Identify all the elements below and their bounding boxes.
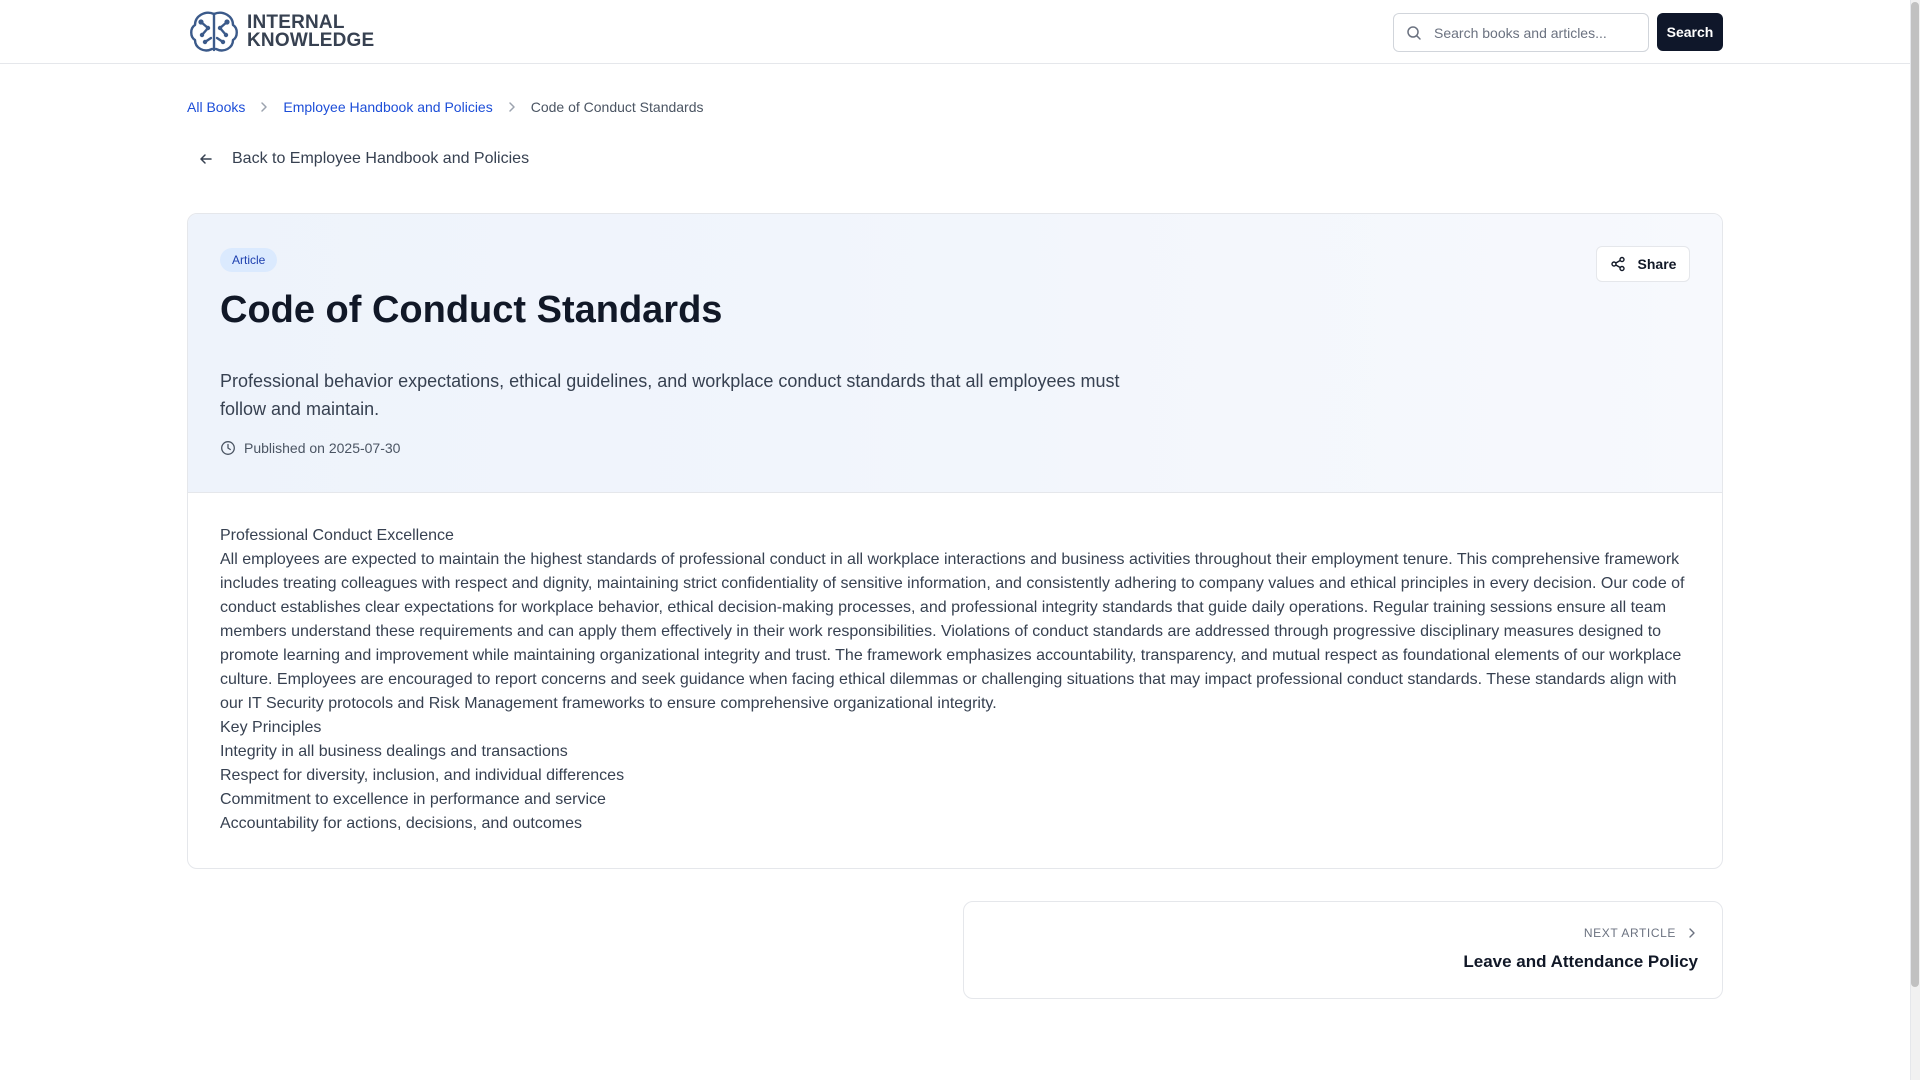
published-date bbox=[220, 440, 400, 456]
breadcrumb bbox=[187, 96, 704, 118]
arrow-left-icon bbox=[198, 151, 214, 167]
principle-item: Integrity in all business dealings and transactions bbox=[220, 743, 568, 760]
brain-logo-icon bbox=[187, 8, 241, 56]
search-input[interactable] bbox=[1432, 24, 1632, 42]
back-link[interactable] bbox=[198, 150, 529, 168]
search-icon bbox=[1406, 25, 1422, 41]
article-badge: Article bbox=[220, 248, 277, 272]
chevron-right-icon bbox=[1686, 927, 1698, 939]
logo-text-line1: INTERNAL bbox=[247, 12, 345, 33]
next-article-title: Leave and Attendance Policy bbox=[1463, 952, 1698, 971]
breadcrumb-all-books[interactable]: All Books bbox=[187, 99, 246, 115]
clock-icon bbox=[220, 440, 236, 456]
page-scrollbar[interactable] bbox=[1910, 0, 1920, 1080]
share-label: Share bbox=[1637, 256, 1677, 272]
next-article-label-text: NEXT ARTICLE bbox=[1583, 926, 1676, 940]
body-subheading: Key Principles bbox=[220, 719, 322, 736]
top-bar bbox=[0, 0, 1910, 64]
body-heading: Professional Conduct Excellence bbox=[220, 527, 454, 544]
principle-item: Respect for diversity, inclusion, and individual differences bbox=[220, 767, 625, 784]
share-icon bbox=[1610, 256, 1626, 272]
article-description: Professional behavior expectations, ethical guidelines, and workplace conduct standards that all employees must follow and maintain. bbox=[220, 371, 1120, 419]
body-paragraph: All employees are expected to maintain the highest standards of professional conduct in all workplace interactions and business activities throughout their employment tenure. This comprehensive framework includes treating colleagues with respect and dignity, maintaining strict confidentiality of sensitive information, and consistently adhering to company values and ethical principles in every decision. Our code of conduct establishes clear expectations for workplace behavior, ethical decision-making processes, and professional integrity standards that guide daily operations. Regular training sessions ensure all team members understand these requirements and can apply them effectively in their work responsibilities. Violations of conduct standards are addressed through progressive disciplinary measures designed to promote learning and improvement while maintaining organizational integrity and trust. The framework emphasizes accountability, transparency, and mutual respect as foundational elements of our workplace culture. Employees are encouraged to report concerns and seek guidance when facing ethical dilemmas or challenging situations that may impact professional conduct standards. These standards align with our IT Security protocols and Risk Management frameworks to ensure comprehensive organizational integrity. bbox=[220, 551, 1685, 712]
logo-text-line2: KNOWLEDGE bbox=[247, 30, 375, 51]
search-box bbox=[1393, 13, 1649, 52]
breadcrumb-current: Code of Conduct Standards bbox=[530, 99, 704, 115]
chevron-right-icon bbox=[257, 100, 271, 114]
article-card bbox=[187, 213, 1723, 869]
logo[interactable] bbox=[187, 8, 374, 56]
article-header bbox=[188, 214, 1722, 493]
scrollbar-thumb[interactable] bbox=[1911, 2, 1919, 987]
back-link-label: Back to Employee Handbook and Policies bbox=[232, 150, 530, 167]
next-article-label bbox=[1584, 926, 1698, 940]
next-article-card[interactable] bbox=[963, 901, 1723, 999]
share-button[interactable] bbox=[1596, 246, 1690, 282]
search-button[interactable]: Search bbox=[1657, 13, 1723, 51]
article-body bbox=[220, 524, 1690, 836]
breadcrumb-book[interactable]: Employee Handbook and Policies bbox=[283, 99, 493, 115]
published-text: Published on 2025-07-30 bbox=[244, 440, 401, 456]
chevron-right-icon bbox=[505, 100, 519, 114]
principle-item: Commitment to excellence in performance and service bbox=[220, 791, 606, 808]
article-title: Code of Conduct Standards bbox=[220, 289, 723, 331]
logo-text bbox=[247, 14, 374, 50]
principle-item: Accountability for actions, decisions, and outcomes bbox=[220, 815, 582, 832]
